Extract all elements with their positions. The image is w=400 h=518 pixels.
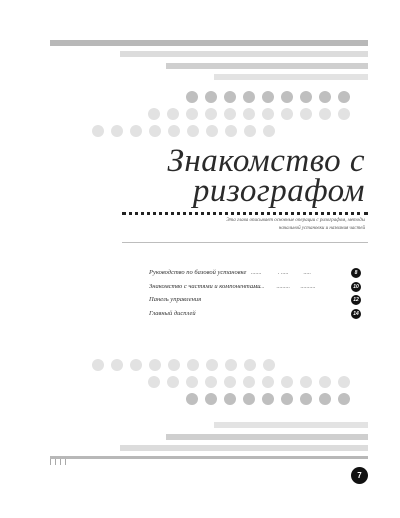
dot xyxy=(205,91,217,103)
dot xyxy=(243,108,255,120)
toc-item[interactable] xyxy=(149,268,361,282)
dot xyxy=(338,393,350,405)
dot xyxy=(167,108,179,120)
tick xyxy=(65,459,66,465)
dot xyxy=(92,125,104,137)
toc-leader: ....... . ..... ..... xyxy=(251,270,311,276)
toc-leader: ......... ......... .......... xyxy=(251,283,316,290)
bottom-bar-2 xyxy=(166,434,368,440)
dot xyxy=(186,108,198,120)
dot xyxy=(186,91,198,103)
dot xyxy=(243,376,255,388)
bottom-tick-marks xyxy=(50,459,70,467)
dot xyxy=(205,108,217,120)
tick xyxy=(55,459,56,465)
dot xyxy=(262,393,274,405)
dot xyxy=(319,376,331,388)
dot xyxy=(168,125,180,137)
chapter-title-line-1: Знакомство с xyxy=(167,143,365,179)
top-bar-1 xyxy=(50,40,368,46)
dot xyxy=(187,359,199,371)
dot xyxy=(149,359,161,371)
dot xyxy=(224,108,236,120)
dot xyxy=(319,393,331,405)
dot xyxy=(187,125,199,137)
top-dot-row-3 xyxy=(92,125,275,137)
dot xyxy=(206,359,218,371)
dot xyxy=(92,359,104,371)
dot xyxy=(225,125,237,137)
toc-item-label: Руководство по базовой установке xyxy=(149,269,247,276)
toc-page-badge: 12 xyxy=(351,295,361,305)
dot xyxy=(224,393,236,405)
dot xyxy=(205,376,217,388)
dot xyxy=(168,359,180,371)
toc-page-badge: 14 xyxy=(351,309,361,319)
dot xyxy=(300,393,312,405)
dot xyxy=(300,91,312,103)
dot xyxy=(186,393,198,405)
top-bar-2 xyxy=(120,51,368,57)
dot xyxy=(224,376,236,388)
dot xyxy=(338,376,350,388)
chapter-title-line-2: ризографом xyxy=(192,173,365,209)
dot xyxy=(206,125,218,137)
dot xyxy=(111,125,123,137)
bottom-bar-1 xyxy=(214,422,368,428)
dot xyxy=(262,91,274,103)
dot xyxy=(319,108,331,120)
dot xyxy=(281,108,293,120)
dot xyxy=(300,108,312,120)
top-dot-row-1 xyxy=(186,91,350,103)
toc-item-label: Знакомство с частями и компонентами xyxy=(149,282,261,290)
dot xyxy=(186,376,198,388)
dot xyxy=(300,376,312,388)
dot xyxy=(130,359,142,371)
dot xyxy=(263,125,275,137)
toc-item[interactable] xyxy=(149,295,361,309)
page-number-badge: 7 xyxy=(351,467,368,484)
dot xyxy=(319,91,331,103)
bottom-bar-3 xyxy=(120,445,368,451)
bottom-dot-row-1 xyxy=(92,359,275,371)
dot xyxy=(130,125,142,137)
bottom-dot-row-2 xyxy=(148,376,350,388)
dot xyxy=(225,359,237,371)
dot xyxy=(243,393,255,405)
dot xyxy=(262,376,274,388)
toc-page-badge: 8 xyxy=(351,268,361,278)
dot xyxy=(244,359,256,371)
dot xyxy=(281,91,293,103)
dot xyxy=(262,108,274,120)
chapter-subtitle: Эта глава описывает основные операции с ризографом, методы начальной установки и названия частей xyxy=(226,218,365,231)
dot xyxy=(281,393,293,405)
toc-item-label: Панель управления xyxy=(149,296,202,303)
tick xyxy=(50,459,51,465)
top-dot-row-2 xyxy=(148,108,350,120)
tick xyxy=(60,459,61,465)
dot xyxy=(243,91,255,103)
dot xyxy=(263,359,275,371)
top-bar-3 xyxy=(166,63,368,69)
dot xyxy=(338,91,350,103)
chapter-toc xyxy=(149,268,361,322)
dot xyxy=(338,108,350,120)
dot xyxy=(281,376,293,388)
title-dotted-divider xyxy=(122,212,368,215)
dot xyxy=(148,108,160,120)
dot xyxy=(167,376,179,388)
dot xyxy=(224,91,236,103)
bottom-dot-row-3 xyxy=(186,393,350,405)
toc-item[interactable] xyxy=(149,282,361,296)
toc-item-label: Главный дисплей xyxy=(149,309,196,317)
dot xyxy=(111,359,123,371)
bottom-bar-4 xyxy=(50,456,368,459)
top-bar-4 xyxy=(214,74,368,80)
section-rule xyxy=(122,242,368,243)
dot xyxy=(244,125,256,137)
dot xyxy=(205,393,217,405)
chapter-title xyxy=(167,143,365,209)
toc-item[interactable] xyxy=(149,309,361,323)
dot xyxy=(148,376,160,388)
dot xyxy=(149,125,161,137)
toc-page-badge: 10 xyxy=(351,282,361,292)
